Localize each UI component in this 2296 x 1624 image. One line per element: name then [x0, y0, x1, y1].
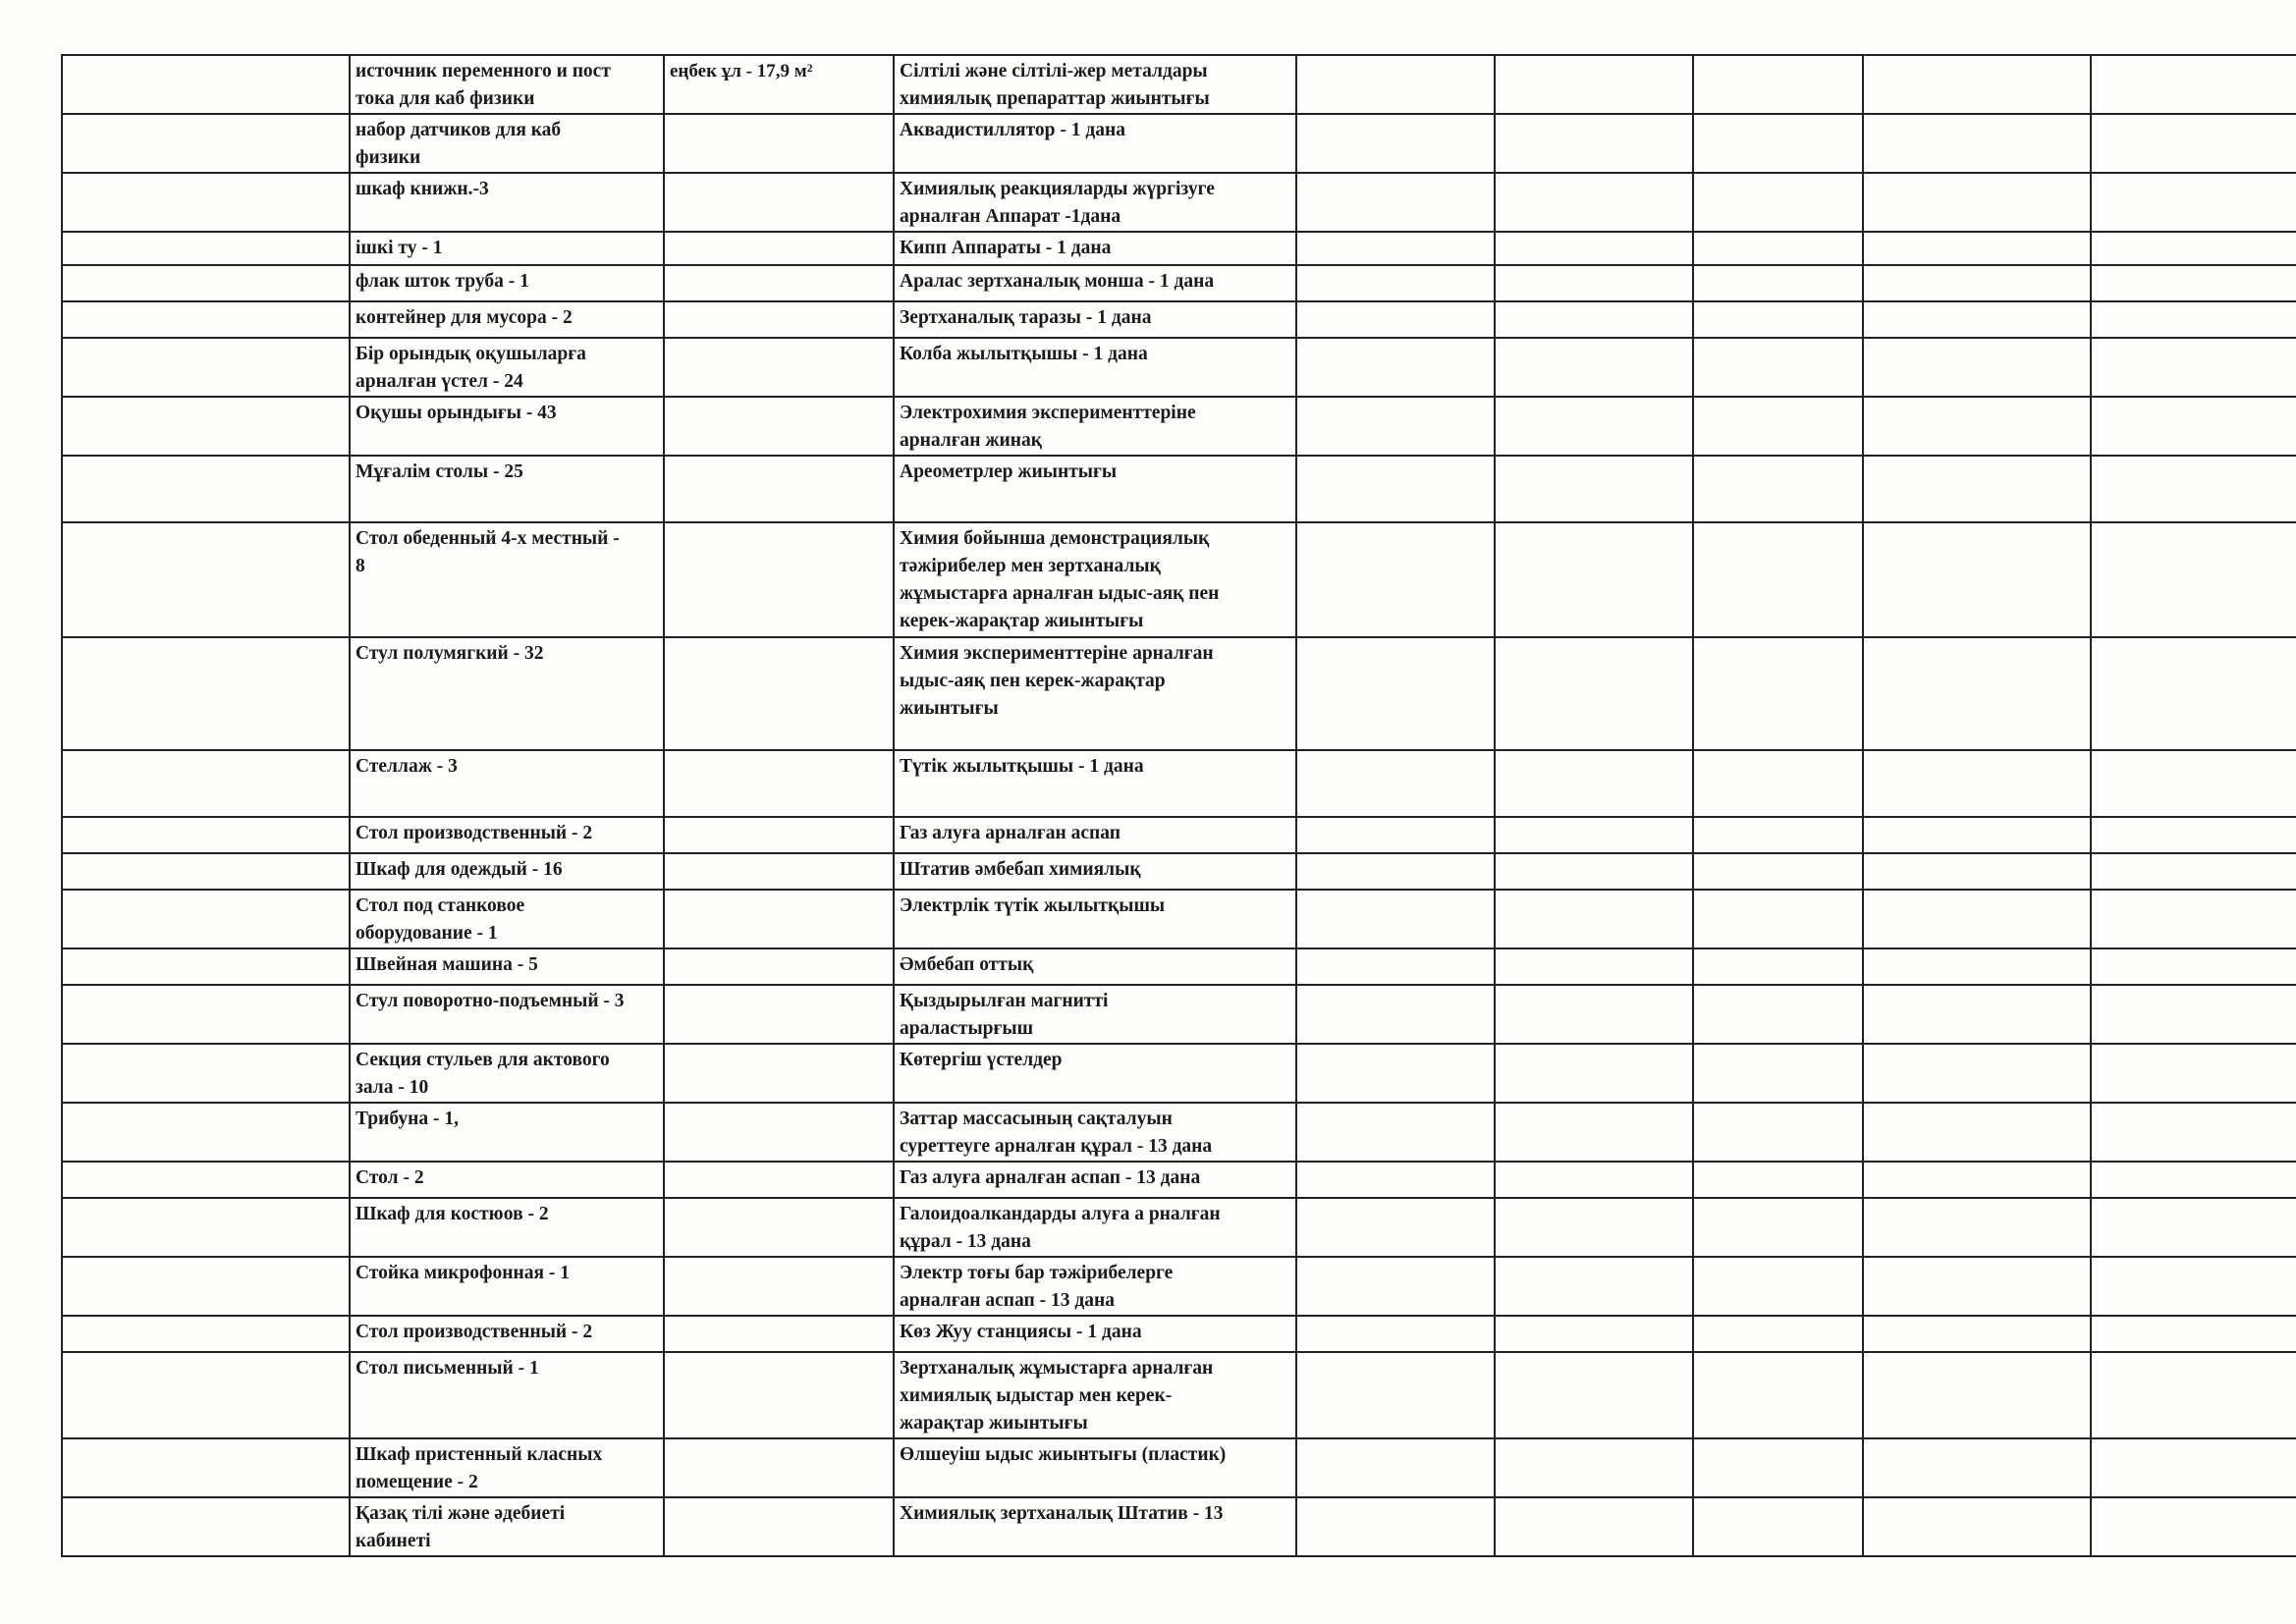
empty-cell: [1495, 265, 1693, 301]
table-cell-col2: флак шток труба - 1: [350, 265, 664, 301]
table-cell-col4: Зертханалық таразы - 1 дана: [894, 301, 1296, 338]
table-row: [62, 1438, 2296, 1497]
empty-cell: [1296, 948, 1495, 985]
table-cell-col2: Стол - 2: [350, 1162, 664, 1198]
empty-cell: [1296, 1352, 1495, 1438]
table-cell-col3: [664, 985, 894, 1044]
empty-cell: [1495, 522, 1693, 637]
table-row: [62, 114, 2296, 173]
empty-cell: [1863, 817, 2091, 853]
table-cell-col2: Стеллаж - 3: [350, 750, 664, 817]
empty-cell: [1863, 853, 2091, 890]
empty-cell: [1296, 1438, 1495, 1497]
empty-cell: [2091, 114, 2296, 173]
empty-cell: [1495, 1198, 1693, 1257]
empty-cell: [1495, 173, 1693, 232]
empty-cell: [1495, 948, 1693, 985]
empty-cell: [2091, 1044, 2296, 1103]
empty-cell: [1863, 1497, 2091, 1556]
empty-cell: [1693, 1162, 1863, 1198]
empty-cell: [1693, 1497, 1863, 1556]
table-cell-col3: [664, 522, 894, 637]
empty-cell: [1296, 1497, 1495, 1556]
empty-cell: [2091, 301, 2296, 338]
table-cell-col3: [664, 1438, 894, 1497]
empty-cell: [1296, 1162, 1495, 1198]
empty-cell: [1863, 1044, 2091, 1103]
empty-cell: [1693, 1257, 1863, 1316]
table-row: [62, 173, 2296, 232]
table-row: [62, 817, 2296, 853]
table-row: [62, 1316, 2296, 1352]
table-cell-col3: [664, 1103, 894, 1162]
empty-cell: [1495, 1103, 1693, 1162]
table-cell-col3: [664, 1352, 894, 1438]
empty-cell: [1693, 173, 1863, 232]
table-cell-col3: [664, 397, 894, 456]
empty-cell: [62, 456, 350, 522]
table-row: [62, 637, 2296, 750]
empty-cell: [1495, 817, 1693, 853]
table-cell-col3: [664, 890, 894, 948]
empty-cell: [1296, 637, 1495, 750]
table-cell-col3: [664, 173, 894, 232]
empty-cell: [1495, 232, 1693, 265]
empty-cell: [2091, 985, 2296, 1044]
empty-cell: [1296, 1316, 1495, 1352]
empty-cell: [2091, 1316, 2296, 1352]
table-cell-col3: [664, 948, 894, 985]
empty-cell: [2091, 522, 2296, 637]
empty-cell: [1693, 456, 1863, 522]
empty-cell: [2091, 1352, 2296, 1438]
empty-cell: [2091, 1103, 2296, 1162]
table-cell-col3: [664, 1198, 894, 1257]
table-cell-col3: [664, 1162, 894, 1198]
table-row: [62, 232, 2296, 265]
table-cell-col4: Газ алуға арналған аспап: [894, 817, 1296, 853]
empty-cell: [1495, 750, 1693, 817]
table-cell-col4: Қыздырылған магнитті араластырғыш: [894, 985, 1296, 1044]
empty-cell: [1495, 55, 1693, 114]
table-row: [62, 522, 2296, 637]
empty-cell: [1863, 232, 2091, 265]
empty-cell: [1296, 265, 1495, 301]
empty-cell: [62, 853, 350, 890]
table-cell-col2: Стол письменный - 1: [350, 1352, 664, 1438]
table-row: [62, 1162, 2296, 1198]
empty-cell: [1863, 338, 2091, 397]
empty-cell: [1495, 301, 1693, 338]
empty-cell: [1495, 1044, 1693, 1103]
table-cell-col4: Электрохимия эксперименттеріне арналған жинақ: [894, 397, 1296, 456]
table-cell-col2: Стул полумягкий - 32: [350, 637, 664, 750]
table-cell-col2: контейнер для мусора - 2: [350, 301, 664, 338]
empty-cell: [1495, 1316, 1693, 1352]
empty-cell: [1296, 114, 1495, 173]
empty-cell: [1863, 890, 2091, 948]
table-row: [62, 338, 2296, 397]
empty-cell: [2091, 817, 2296, 853]
table-cell-col2: Стол обеденный 4-х местный - 8: [350, 522, 664, 637]
empty-cell: [2091, 55, 2296, 114]
empty-cell: [2091, 338, 2296, 397]
table-cell-col4: Колба жылытқышы - 1 дана: [894, 338, 1296, 397]
empty-cell: [1863, 948, 2091, 985]
empty-cell: [1693, 1044, 1863, 1103]
empty-cell: [1693, 890, 1863, 948]
table-cell-col4: Көз Жуу станциясы - 1 дана: [894, 1316, 1296, 1352]
empty-cell: [62, 522, 350, 637]
table-cell-col2: Трибуна - 1,: [350, 1103, 664, 1162]
empty-cell: [1863, 1162, 2091, 1198]
empty-cell: [1495, 985, 1693, 1044]
table-cell-col2: Бір орындық оқушыларға арналған үстел - 24: [350, 338, 664, 397]
table-row: [62, 265, 2296, 301]
table-cell-col4: Химиялық реакцияларды жүргізуге арналған Аппарат -1дана: [894, 173, 1296, 232]
table-cell-col2: Стол производственный - 2: [350, 1316, 664, 1352]
table-cell-col3: [664, 338, 894, 397]
empty-cell: [1296, 750, 1495, 817]
empty-cell: [1863, 637, 2091, 750]
empty-cell: [2091, 456, 2296, 522]
table-cell-col2: Шкаф для костюов - 2: [350, 1198, 664, 1257]
empty-cell: [1693, 397, 1863, 456]
empty-cell: [2091, 1497, 2296, 1556]
empty-cell: [1495, 853, 1693, 890]
empty-cell: [62, 1316, 350, 1352]
empty-cell: [62, 750, 350, 817]
empty-cell: [1693, 948, 1863, 985]
table-cell-col3: [664, 637, 894, 750]
table-cell-col2: Шкаф для одеждый - 16: [350, 853, 664, 890]
table-cell-col2: Секция стульев для актового зала - 10: [350, 1044, 664, 1103]
empty-cell: [1693, 301, 1863, 338]
table-cell-col4: Аралас зертханалық моншa - 1 дана: [894, 265, 1296, 301]
table-cell-col2: Қазақ тілі және әдебиеті кабинеті: [350, 1497, 664, 1556]
empty-cell: [2091, 265, 2296, 301]
table-cell-col2: Стул поворотно-подъемный - 3: [350, 985, 664, 1044]
empty-cell: [1863, 1198, 2091, 1257]
empty-cell: [62, 114, 350, 173]
table-cell-col3: [664, 265, 894, 301]
table-row: [62, 948, 2296, 985]
empty-cell: [1296, 1044, 1495, 1103]
table-row: [62, 1103, 2296, 1162]
empty-cell: [1296, 338, 1495, 397]
empty-cell: [62, 1438, 350, 1497]
empty-cell: [62, 55, 350, 114]
empty-cell: [1693, 1198, 1863, 1257]
empty-cell: [1863, 456, 2091, 522]
empty-cell: [1863, 985, 2091, 1044]
empty-cell: [2091, 173, 2296, 232]
table-cell-col3: [664, 817, 894, 853]
empty-cell: [1296, 1257, 1495, 1316]
table-cell-col4: Химиялық зертханалық Штатив - 13: [894, 1497, 1296, 1556]
empty-cell: [1296, 522, 1495, 637]
empty-cell: [2091, 890, 2296, 948]
empty-cell: [1863, 1438, 2091, 1497]
table-cell-col4: Заттар массасының сақталуын суреттеуге арналған құрал - 13 дана: [894, 1103, 1296, 1162]
empty-cell: [62, 1257, 350, 1316]
empty-cell: [62, 985, 350, 1044]
table-row: [62, 890, 2296, 948]
empty-cell: [62, 173, 350, 232]
empty-cell: [62, 1497, 350, 1556]
empty-cell: [62, 637, 350, 750]
table-cell-col3: еңбек ұл - 17,9 м²: [664, 55, 894, 114]
empty-cell: [1296, 1103, 1495, 1162]
table-cell-col4: Газ алуға арналған аспап - 13 дана: [894, 1162, 1296, 1198]
empty-cell: [62, 890, 350, 948]
table-row: [62, 750, 2296, 817]
table-cell-col3: [664, 1044, 894, 1103]
empty-cell: [1693, 853, 1863, 890]
empty-cell: [62, 948, 350, 985]
empty-cell: [1863, 301, 2091, 338]
empty-cell: [1863, 750, 2091, 817]
empty-cell: [2091, 853, 2296, 890]
empty-cell: [2091, 1198, 2296, 1257]
table-row: [62, 1198, 2296, 1257]
table-cell-col2: Шкаф пристенный класных помещение - 2: [350, 1438, 664, 1497]
table-cell-col2: набор датчиков для каб физики: [350, 114, 664, 173]
table-row: [62, 397, 2296, 456]
empty-cell: [1495, 456, 1693, 522]
table-cell-col3: [664, 1497, 894, 1556]
empty-cell: [1693, 750, 1863, 817]
table-row: [62, 55, 2296, 114]
empty-cell: [1693, 114, 1863, 173]
table-cell-col3: [664, 1257, 894, 1316]
table-cell-col3: [664, 456, 894, 522]
table-row: [62, 1044, 2296, 1103]
table-cell-col3: [664, 114, 894, 173]
empty-cell: [1495, 1257, 1693, 1316]
empty-cell: [1693, 817, 1863, 853]
empty-cell: [1863, 1316, 2091, 1352]
table-row: [62, 456, 2296, 522]
table-cell-col3: [664, 1316, 894, 1352]
inventory-table-body: [62, 55, 2296, 1556]
empty-cell: [1693, 637, 1863, 750]
table-cell-col4: Әмбебап оттық: [894, 948, 1296, 985]
empty-cell: [1495, 397, 1693, 456]
empty-cell: [1863, 1352, 2091, 1438]
table-cell-col4: Штатив әмбебап химиялық: [894, 853, 1296, 890]
empty-cell: [62, 1103, 350, 1162]
empty-cell: [1296, 301, 1495, 338]
empty-cell: [1863, 397, 2091, 456]
empty-cell: [1495, 637, 1693, 750]
empty-cell: [2091, 948, 2296, 985]
table-cell-col2: Швейная машина - 5: [350, 948, 664, 985]
table-cell-col3: [664, 853, 894, 890]
empty-cell: [1495, 890, 1693, 948]
empty-cell: [1863, 173, 2091, 232]
empty-cell: [2091, 232, 2296, 265]
table-cell-col2: шкаф книжн.-3: [350, 173, 664, 232]
empty-cell: [62, 397, 350, 456]
empty-cell: [1863, 522, 2091, 637]
table-cell-col2: Мұғалім столы - 25: [350, 456, 664, 522]
table-cell-col2: Стойка микрофонная - 1: [350, 1257, 664, 1316]
table-cell-col2: источник переменного и пост тока для каб физики: [350, 55, 664, 114]
table-cell-col4: Түтік жылытқышы - 1 дана: [894, 750, 1296, 817]
empty-cell: [1693, 1352, 1863, 1438]
empty-cell: [1863, 1103, 2091, 1162]
empty-cell: [1495, 1497, 1693, 1556]
table-cell-col4: Сілтілі және сілтілі-жер металдары химиялық препараттар жиынтығы: [894, 55, 1296, 114]
empty-cell: [62, 232, 350, 265]
empty-cell: [1495, 1438, 1693, 1497]
table-cell-col4: Өлшеуіш ыдыс жиынтығы (пластик): [894, 1438, 1296, 1497]
empty-cell: [62, 265, 350, 301]
empty-cell: [62, 1198, 350, 1257]
empty-cell: [2091, 1162, 2296, 1198]
empty-cell: [1693, 1316, 1863, 1352]
empty-cell: [1863, 114, 2091, 173]
empty-cell: [1693, 55, 1863, 114]
table-cell-col4: Аквадистиллятор - 1 дана: [894, 114, 1296, 173]
empty-cell: [2091, 1257, 2296, 1316]
table-cell-col2: Стол производственный - 2: [350, 817, 664, 853]
empty-cell: [1296, 853, 1495, 890]
empty-cell: [2091, 750, 2296, 817]
table-row: [62, 985, 2296, 1044]
empty-cell: [1495, 338, 1693, 397]
table-cell-col2: ішкі ту - 1: [350, 232, 664, 265]
empty-cell: [1863, 265, 2091, 301]
table-cell-col3: [664, 750, 894, 817]
table-cell-col4: Химия бойынша демонстрациялық тәжірибелер мен зертханалық жұмыстарға арналған ыдыс-аяқ пен керек-жарақтар жиынтығы: [894, 522, 1296, 637]
table-row: [62, 853, 2296, 890]
empty-cell: [1693, 1103, 1863, 1162]
empty-cell: [2091, 1438, 2296, 1497]
empty-cell: [62, 1044, 350, 1103]
table-cell-col3: [664, 301, 894, 338]
empty-cell: [62, 338, 350, 397]
empty-cell: [1693, 265, 1863, 301]
table-row: [62, 301, 2296, 338]
table-row: [62, 1352, 2296, 1438]
table-cell-col3: [664, 232, 894, 265]
empty-cell: [2091, 397, 2296, 456]
empty-cell: [62, 1162, 350, 1198]
empty-cell: [2091, 637, 2296, 750]
table-row: [62, 1257, 2296, 1316]
table-cell-col2: Стол под станковое оборудование - 1: [350, 890, 664, 948]
empty-cell: [1296, 232, 1495, 265]
table-cell-col4: Галоидоалкандарды алуға а рналған құрал - 13 дана: [894, 1198, 1296, 1257]
empty-cell: [1296, 55, 1495, 114]
empty-cell: [62, 301, 350, 338]
empty-cell: [1693, 232, 1863, 265]
empty-cell: [1296, 817, 1495, 853]
empty-cell: [1296, 985, 1495, 1044]
empty-cell: [1296, 397, 1495, 456]
empty-cell: [1693, 1438, 1863, 1497]
table-row: [62, 1497, 2296, 1556]
empty-cell: [1296, 890, 1495, 948]
table-cell-col2: Оқушы орындығы - 43: [350, 397, 664, 456]
empty-cell: [1693, 985, 1863, 1044]
table-cell-col4: Көтергіш үстелдер: [894, 1044, 1296, 1103]
empty-cell: [62, 1352, 350, 1438]
empty-cell: [62, 817, 350, 853]
empty-cell: [1296, 456, 1495, 522]
empty-cell: [1495, 1162, 1693, 1198]
table-cell-col4: Химия эксперименттеріне арналған ыдыс-аяқ пен керек-жарақтар жиынтығы: [894, 637, 1296, 750]
table-cell-col4: Электрлік түтік жылытқышы: [894, 890, 1296, 948]
empty-cell: [1863, 55, 2091, 114]
empty-cell: [1495, 114, 1693, 173]
inventory-table: [61, 54, 2296, 1557]
empty-cell: [1693, 522, 1863, 637]
table-cell-col4: Ареометрлер жиынтығы: [894, 456, 1296, 522]
empty-cell: [1495, 1352, 1693, 1438]
empty-cell: [1296, 173, 1495, 232]
empty-cell: [1693, 338, 1863, 397]
table-cell-col4: Зертханалық жұмыстарға арналған химиялық ыдыстар мен керек- жарақтар жиынтығы: [894, 1352, 1296, 1438]
empty-cell: [1863, 1257, 2091, 1316]
table-cell-col4: Электр тоғы бар тәжірибелерге арналған аспап - 13 дана: [894, 1257, 1296, 1316]
empty-cell: [1296, 1198, 1495, 1257]
table-cell-col4: Кипп Аппараты - 1 дана: [894, 232, 1296, 265]
